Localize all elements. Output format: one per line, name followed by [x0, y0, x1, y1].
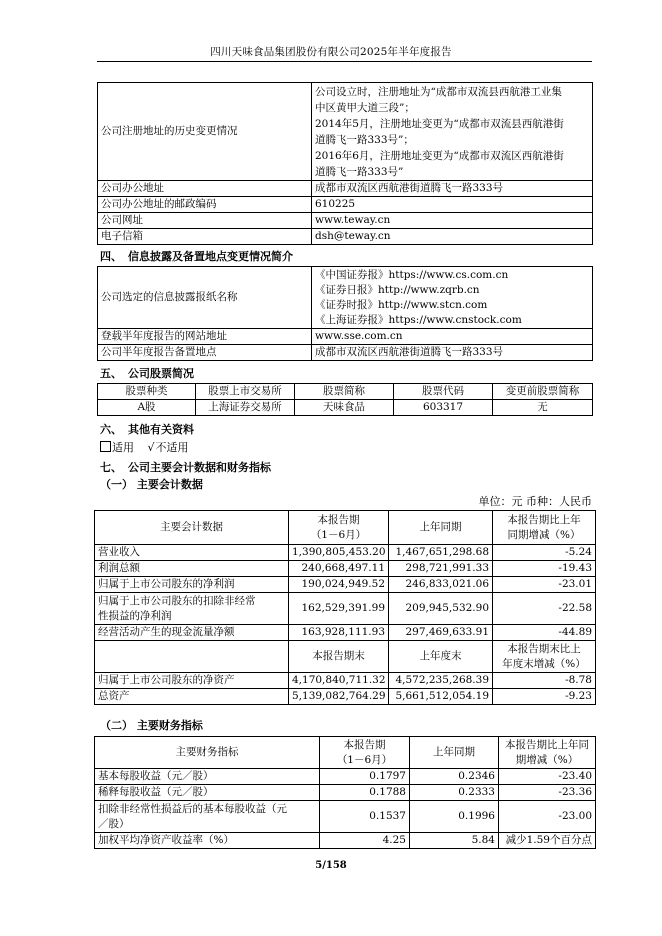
table-cell: 0.2333 — [410, 785, 499, 801]
accounting-data-table — [94, 510, 596, 705]
table-header-cell: 上年同期 — [389, 511, 493, 545]
table-cell: 162,529,391.99 — [289, 593, 389, 625]
table-cell-line: 2016年6月，注册地址变更为“成都市双流区西航港街 — [315, 149, 564, 162]
section-number: 四、 — [100, 250, 122, 263]
table-cell — [312, 267, 593, 329]
table-row — [95, 801, 596, 833]
table-header-cell: 上年同期 — [410, 737, 499, 769]
table-cell: -19.43 — [493, 561, 596, 577]
table-cell: 扣除非经常性损益后的基本每股收益（元 ／股） — [95, 801, 320, 833]
table-cell: -8.78 — [493, 673, 596, 689]
table-cell: 登载半年度报告的网站地址 — [98, 329, 312, 345]
section-title: 信息披露及备置地点变更情况简介 — [128, 250, 293, 263]
financial-indicators-table — [94, 736, 596, 849]
table-cell: -23.36 — [499, 785, 596, 801]
table-cell: 240,668,497.11 — [289, 561, 389, 577]
table-cell: -44.89 — [493, 625, 596, 641]
section-title: 公司主要会计数据和财务指标 — [128, 461, 271, 474]
table-cell: 电子信箱 — [98, 229, 312, 245]
option-apply-label: 适用 — [112, 441, 134, 454]
subsection-2-heading: （二） 主要财务指标 — [100, 719, 203, 732]
table-cell-line: 道腾飞一路333号” — [315, 165, 404, 178]
table-cell: 298,721,991.33 — [389, 561, 493, 577]
table-row — [95, 545, 596, 561]
table-cell: 经营活动产生的现金流量净额 — [95, 625, 289, 641]
table-header-cell — [95, 641, 289, 673]
table-cell-line: 公司设立时，注册地址为“成都市双流县西航港工业集 — [315, 85, 562, 98]
table-cell-line: 《证券日报》http://www.zqrb.cn — [315, 283, 480, 296]
table-header-cell: 本报告期 （1－6月） — [289, 511, 389, 545]
table-cell: 0.1797 — [320, 769, 410, 785]
table-header-cell: 本报告期末比上 年度末增减（%） — [493, 641, 596, 673]
table-cell-line: 《中国证券报》https://www.cs.com.cn — [315, 268, 509, 281]
table-row — [95, 769, 596, 785]
table-cell: 163,928,111.93 — [289, 625, 389, 641]
table-cell-line: 2014年5月，注册地址变更为“成都市双流县西航港街 — [315, 117, 564, 130]
table-header-cell: 主要会计数据 — [95, 511, 289, 545]
table-header-row — [95, 641, 596, 673]
table-cell-line: 《上海证券报》https://www.cnstock.com — [315, 313, 522, 326]
table-cell: 公司办公地址的邮政编码 — [98, 197, 312, 213]
table-header-cell: 股票简称 — [295, 384, 394, 400]
table-cell: 0.1996 — [410, 801, 499, 833]
table-cell: 1,390,805,453.20 — [289, 545, 389, 561]
section-4-heading — [100, 248, 293, 264]
table-header-row — [95, 737, 596, 769]
table-row — [98, 229, 593, 245]
table-cell-line: 《证券时报》http://www.stcn.com — [315, 298, 488, 311]
table-cell: 0.2346 — [410, 769, 499, 785]
table-header-cell: 主要财务指标 — [95, 737, 320, 769]
table-cell: www.teway.cn — [312, 213, 593, 229]
table-cell: 公司半年度报告备置地点 — [98, 345, 312, 361]
table-cell: 190,024,949.52 — [289, 577, 389, 593]
subsection-1-heading: （一） 主要会计数据 — [100, 478, 203, 491]
table-cell: 公司网址 — [98, 213, 312, 229]
table-cell: -22.58 — [493, 593, 596, 625]
table-row — [98, 345, 593, 361]
table-header-cell: 上年度末 — [389, 641, 493, 673]
table-row — [98, 329, 593, 345]
option-not-apply-label: 不适用 — [155, 441, 189, 454]
table-cell: 5.84 — [410, 833, 499, 849]
table-cell: -23.40 — [499, 769, 596, 785]
table-header-cell: 股票种类 — [98, 384, 196, 400]
page-header: 四川天味食品集团股份有限公司2025年半年度报告 — [210, 46, 452, 58]
unit-currency-note: 单位：元 币种：人民币 — [478, 495, 592, 508]
table-cell: 1,467,651,298.68 — [389, 545, 493, 561]
table-row — [95, 833, 596, 849]
table-row — [98, 213, 593, 229]
table-cell: A股 — [98, 400, 196, 416]
section-number: 六、 — [100, 423, 122, 436]
table-header-cell: 本报告期 （1－6月） — [320, 737, 410, 769]
table-cell: 209,945,532.90 — [389, 593, 493, 625]
table-row — [98, 83, 593, 181]
checkbox-unchecked-icon — [100, 441, 111, 452]
table-cell: -23.00 — [499, 801, 596, 833]
table-cell: 营业收入 — [95, 545, 289, 561]
disclosure-table — [97, 266, 593, 361]
table-row — [95, 577, 596, 593]
section-6-heading — [100, 421, 194, 437]
table-row — [95, 785, 596, 801]
table-cell: 成都市双流区西航港街道腾飞一路333号 — [312, 345, 593, 361]
table-header-cell: 本报告期比上年 同期增减（%） — [493, 511, 596, 545]
table-row — [95, 689, 596, 705]
table-cell: 总资产 — [95, 689, 289, 705]
table-cell: -9.23 — [493, 689, 596, 705]
table-row — [98, 197, 593, 213]
table-cell: 297,469,633.91 — [389, 625, 493, 641]
table-cell: 4.25 — [320, 833, 410, 849]
table-cell: 归属于上市公司股东的净利润 — [95, 577, 289, 593]
table-header-cell: 变更前股票简称 — [493, 384, 593, 400]
table-cell: www.sse.com.cn — [312, 329, 593, 345]
table-cell: 公司注册地址的历史变更情况 — [98, 83, 312, 181]
table-header-row — [95, 511, 596, 545]
table-cell: 4,572,235,268.39 — [389, 673, 493, 689]
table-cell-line: 道腾飞一路333号”； — [315, 133, 414, 146]
table-row — [95, 593, 596, 625]
table-row — [95, 673, 596, 689]
stock-table — [97, 383, 593, 416]
table-cell: 5,139,082,764.29 — [289, 689, 389, 705]
table-cell: 基本每股收益（元／股） — [95, 769, 320, 785]
table-header-row — [98, 384, 593, 400]
table-header-cell: 股票上市交易所 — [196, 384, 295, 400]
table-row — [95, 625, 596, 641]
table-cell: 利润总额 — [95, 561, 289, 577]
table-cell: 加权平均净资产收益率（%） — [95, 833, 320, 849]
table-cell: -5.24 — [493, 545, 596, 561]
table-row — [98, 267, 593, 329]
table-row — [95, 561, 596, 577]
table-cell: 归属于上市公司股东的扣除非经常 性损益的净利润 — [95, 593, 289, 625]
table-cell: 246,833,021.06 — [389, 577, 493, 593]
table-cell: 5,661,512,054.19 — [389, 689, 493, 705]
applicability-options — [100, 439, 189, 455]
section-title: 其他有关资料 — [128, 423, 194, 436]
table-cell: dsh@teway.cn — [312, 229, 593, 245]
table-cell: 减少1.59个百分点 — [499, 833, 596, 849]
table-row — [98, 181, 593, 197]
section-number: 五、 — [100, 367, 122, 380]
table-cell: 4,170,840,711.32 — [289, 673, 389, 689]
table-cell: 归属于上市公司股东的净资产 — [95, 673, 289, 689]
table-cell: 603317 — [394, 400, 493, 416]
table-cell — [312, 83, 593, 181]
section-7-heading — [100, 459, 271, 475]
table-cell: 稀释每股收益（元／股） — [95, 785, 320, 801]
table-cell-line: 中区黄甲大道三段”； — [315, 101, 415, 114]
table-cell: 610225 — [312, 197, 593, 213]
table-cell: 成都市双流区西航港街道腾飞一路333号 — [312, 181, 593, 197]
table-cell: 0.1537 — [320, 801, 410, 833]
table-cell: 0.1788 — [320, 785, 410, 801]
page-number: 5/158 — [315, 860, 347, 871]
table-header-cell: 本报告期末 — [289, 641, 389, 673]
company-info-table — [97, 82, 593, 245]
section-number: 七、 — [100, 461, 122, 474]
table-cell: 公司选定的信息披露报纸名称 — [98, 267, 312, 329]
table-header-cell: 股票代码 — [394, 384, 493, 400]
table-cell: 公司办公地址 — [98, 181, 312, 197]
table-cell: -23.01 — [493, 577, 596, 593]
section-title: 公司股票简况 — [128, 367, 194, 380]
table-row — [98, 400, 593, 416]
table-cell: 上海证券交易所 — [196, 400, 295, 416]
table-cell: 无 — [493, 400, 593, 416]
table-header-cell: 本报告期比上年同 期增减（%） — [499, 737, 596, 769]
check-mark-icon: √ — [147, 441, 155, 454]
section-5-heading — [100, 365, 194, 381]
table-cell: 天味食品 — [295, 400, 394, 416]
header-divider — [97, 61, 592, 62]
